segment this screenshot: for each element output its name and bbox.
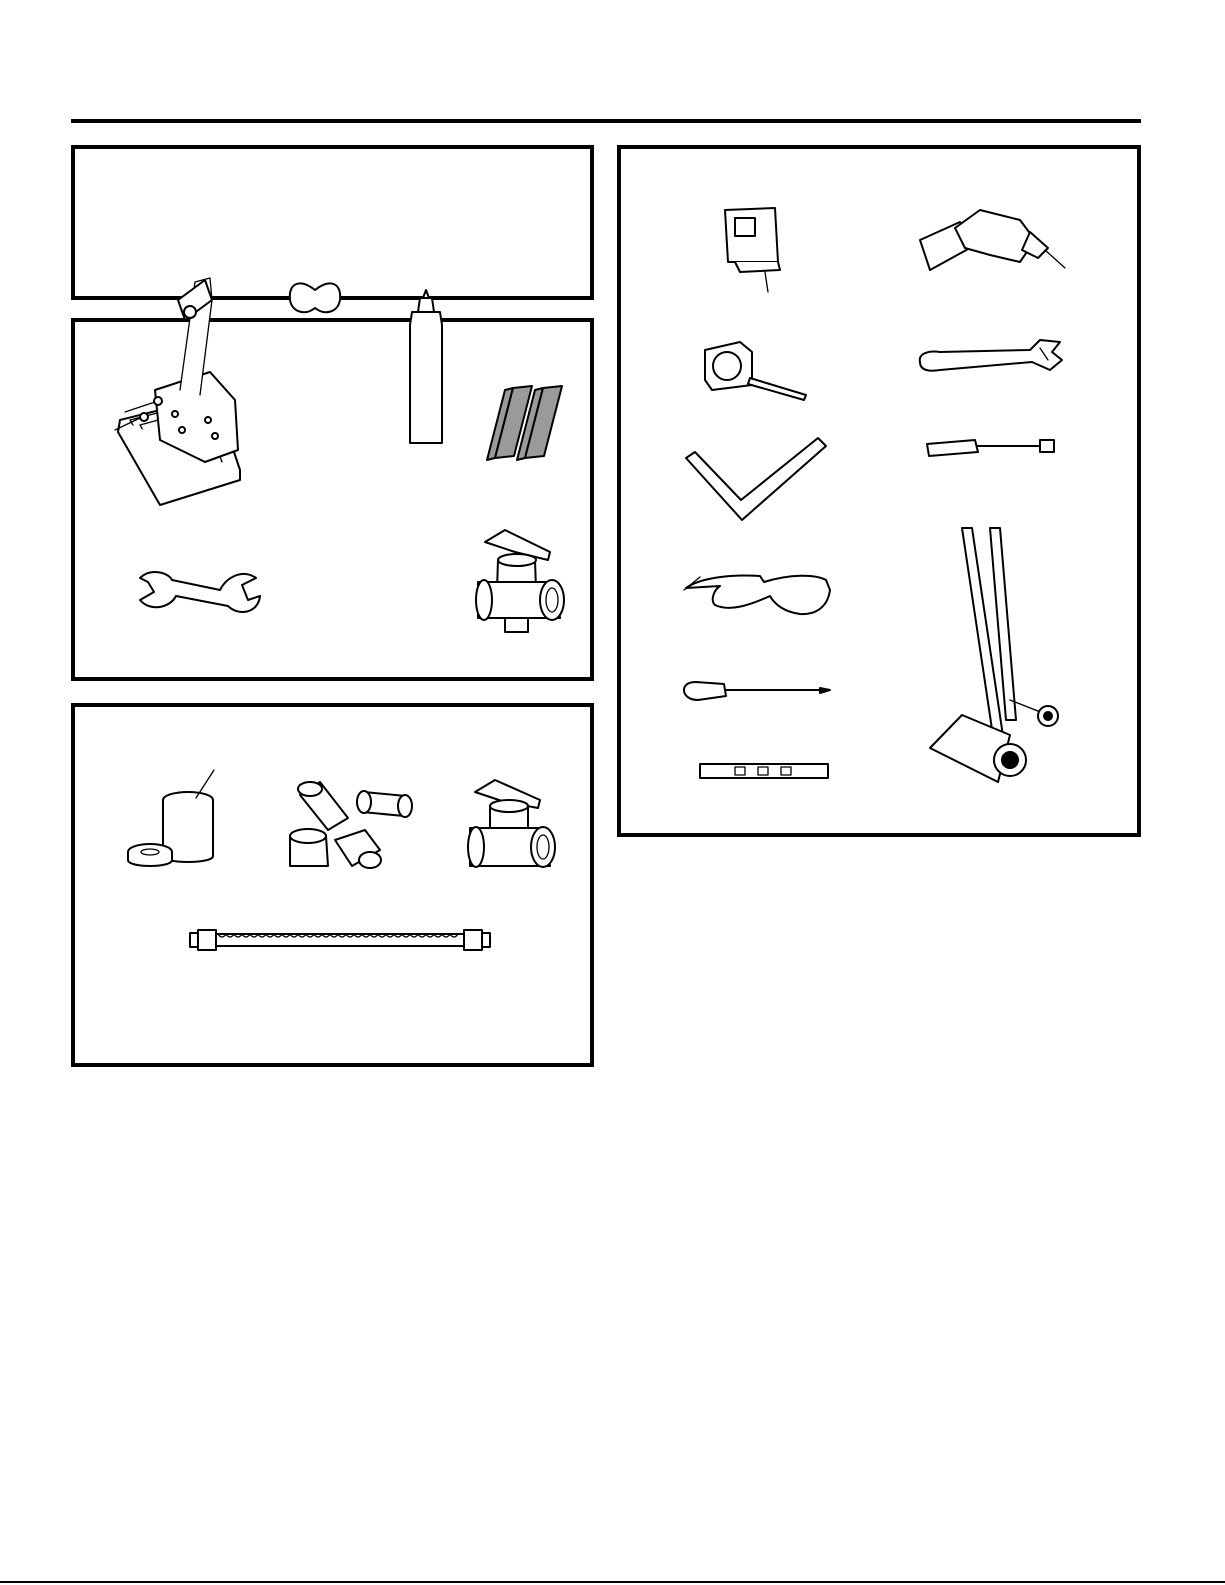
gas-shutoff-valve-icon: [468, 780, 555, 867]
hand-truck-icon: [930, 528, 1058, 782]
cordless-drill-icon: [920, 210, 1065, 270]
footer-rule: [0, 1581, 1225, 1583]
flexible-gas-connector-icon: [190, 930, 490, 950]
phillips-screwdriver-icon: [684, 682, 830, 700]
felt-strips-icon: [487, 386, 562, 460]
adjustable-wrench-icon: [920, 340, 1062, 371]
safety-glasses-icon: [684, 576, 830, 615]
anti-tip-bracket-kit-icon: [115, 278, 240, 505]
lubricant-bottle-icon: [410, 290, 442, 443]
open-end-wrench-icon: [140, 572, 260, 612]
shutoff-valve-icon: [476, 530, 564, 632]
tape-measure-icon: [705, 342, 806, 400]
pipe-compound-and-tape-icon: [128, 770, 214, 866]
pipe-nipples-and-fittings-icon: [290, 782, 412, 868]
level-icon: [700, 764, 828, 778]
jigsaw-icon: [725, 208, 780, 292]
nut-driver-icon: [927, 440, 1054, 456]
carpenter-square-icon: [686, 438, 826, 520]
elbow-fitting-icon: [290, 283, 340, 312]
